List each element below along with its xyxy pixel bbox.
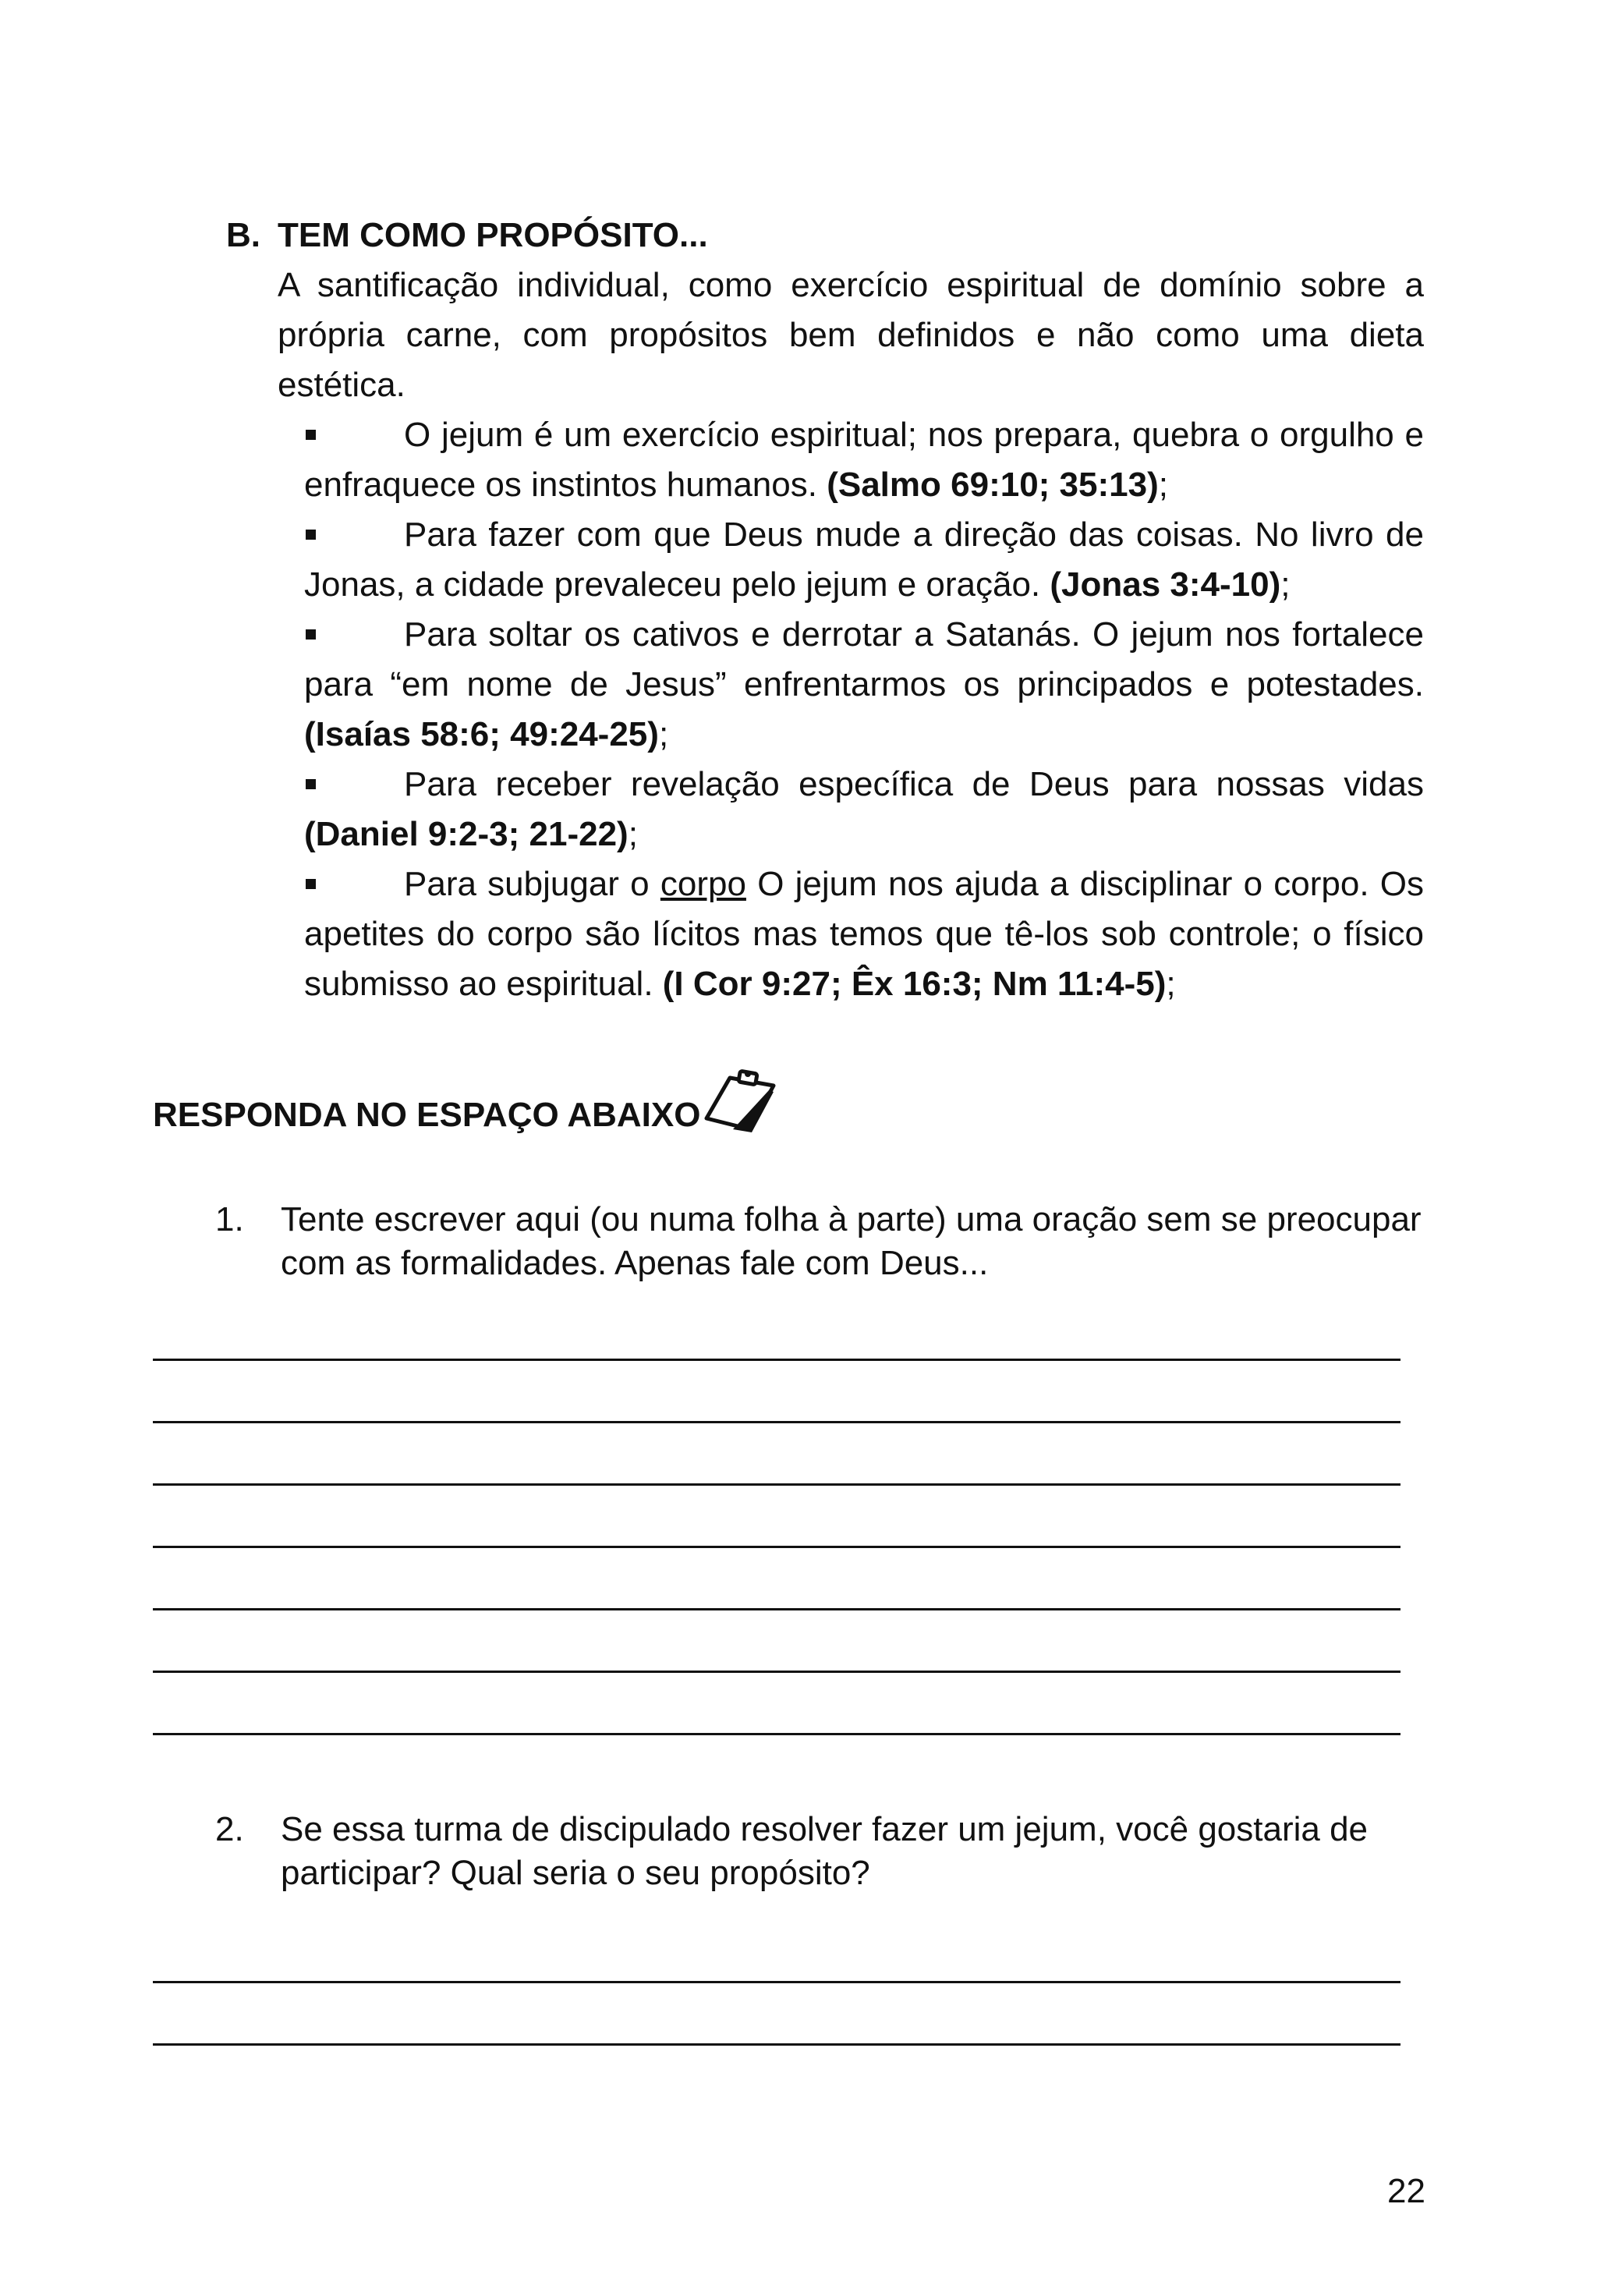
item-end: ;	[1166, 965, 1176, 1003]
scripture-reference: (Isaías 58:6; 49:24-25)	[304, 715, 659, 753]
purpose-text: O jejum é um exercício espiritual; nos prepara, quebra o orgulho e enfraquece os instintos humanos.	[304, 416, 1424, 504]
page-number: 22	[1387, 2172, 1425, 2210]
answer-line[interactable]	[153, 1733, 1400, 1735]
scripture-reference: (Jonas 3:4-10)	[1050, 565, 1281, 604]
section-intro: A santificação individual, como exercício espiritual de domínio sobre a própria carne, com propósitos bem definidos e não como uma dieta estética.	[278, 266, 1424, 404]
underlined-word: corpo	[660, 865, 746, 903]
square-bullet-icon	[306, 779, 316, 789]
respond-heading	[153, 1068, 780, 1139]
answer-line[interactable]	[153, 1421, 1400, 1423]
purpose-item	[304, 510, 1424, 610]
answer-line[interactable]	[153, 1483, 1400, 1486]
section-heading	[226, 211, 1424, 260]
purpose-item	[304, 410, 1424, 510]
purpose-item	[304, 760, 1424, 859]
scripture-reference: (Daniel 9:2-3; 21-22)	[304, 815, 629, 853]
question-text: Se essa turma de discipulado resolver fazer um jejum, você gostaria de participar? Qual seria o seu propósito?	[281, 1810, 1369, 1892]
answer-line[interactable]	[153, 1359, 1400, 1361]
answer-line[interactable]	[153, 2043, 1400, 2046]
purpose-text-lead: Para subjugar o	[404, 865, 650, 903]
scripture-reference: (Salmo 69:10; 35:13)	[827, 466, 1159, 504]
purpose-text: Para receber revelação específica de Deus para nossas vidas	[404, 765, 1424, 803]
purpose-list	[226, 410, 1424, 1009]
item-end: ;	[628, 815, 638, 853]
purpose-item	[304, 610, 1424, 760]
question-number: 2.	[215, 1810, 244, 1848]
section-b	[226, 211, 1424, 1009]
question-number: 1.	[215, 1200, 244, 1238]
question-1	[215, 1198, 1432, 1285]
square-bullet-icon	[306, 530, 316, 540]
answer-line[interactable]	[153, 1981, 1400, 1983]
answer-line[interactable]	[153, 1671, 1400, 1673]
purpose-text: Para soltar os cativos e derrotar a Satanás. O jejum nos fortalece para “em nome de Jesus” enfrentarmos os principados e potestades.	[304, 615, 1424, 703]
respond-label: RESPONDA NO ESPAÇO ABAIXO	[153, 1096, 701, 1134]
item-end: ;	[1158, 466, 1168, 504]
item-end: ;	[658, 715, 669, 753]
question-2	[215, 1808, 1432, 1895]
section-title: TEM COMO PROPÓSITO...	[278, 216, 708, 254]
square-bullet-icon	[306, 430, 316, 440]
scripture-reference: (I Cor 9:27; Êx 16:3; Nm 11:4-5)	[662, 965, 1167, 1003]
item-end: ;	[1280, 565, 1291, 604]
purpose-item	[304, 859, 1424, 1009]
answer-line[interactable]	[153, 1608, 1400, 1610]
section-letter: B.	[226, 216, 260, 254]
purpose-text: O jejum nos ajuda a disciplinar o corpo. Os apetites do corpo são lícitos mas temos que tê-los sob controle; o físico submisso ao espiritual.	[304, 865, 1425, 1003]
question-text: Tente escrever aqui (ou numa folha à parte) uma oração sem se preocupar com as formalidades. Apenas fale com Deus...	[281, 1200, 1422, 1282]
clipboard-icon	[702, 1068, 780, 1139]
square-bullet-icon	[306, 879, 316, 889]
purpose-text: Para fazer com que Deus mude a direção das coisas. No livro de Jonas, a cidade prevaleceu pelo jejum e oração.	[304, 516, 1424, 604]
answer-line[interactable]	[153, 1546, 1400, 1548]
square-bullet-icon	[306, 629, 316, 640]
